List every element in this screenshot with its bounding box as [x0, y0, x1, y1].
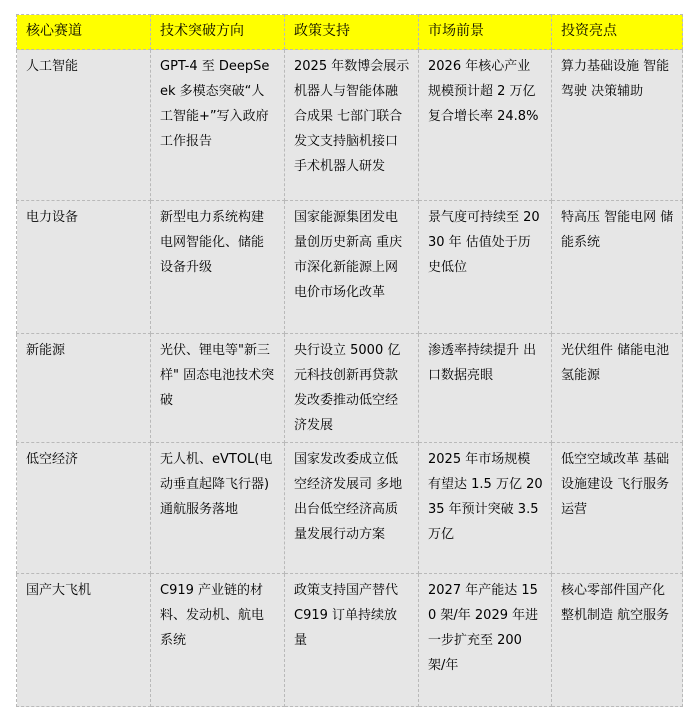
cell-tech: GPT-4 至 DeepSeek 多模态突破“人工智能+”写入政府工作报告: [151, 50, 285, 201]
header-policy: 政策支持: [285, 15, 419, 50]
sector-table: [16, 14, 683, 707]
cell-market: 渗透率持续提升 出口数据亮眼: [419, 334, 552, 443]
cell-highlight: 低空空域改革 基础设施建设 飞行服务运营: [552, 443, 683, 574]
cell-policy: 国家能源集团发电量创历史新高 重庆市深化新能源上网电价市场化改革: [285, 201, 419, 334]
cell-policy: 2025 年数博会展示机器人与智能体融合成果 七部门联合发文支持脑机接口手术机器人研发: [285, 50, 419, 201]
cell-policy: 国家发改委成立低空经济发展司 多地出台低空经济高质量发展行动方案: [285, 443, 419, 574]
table-row: [17, 50, 683, 201]
cell-tech: C919 产业链的材料、发动机、航电系统: [151, 574, 285, 707]
cell-highlight: 光伏组件 储能电池 氢能源: [552, 334, 683, 443]
header-market: 市场前景: [419, 15, 552, 50]
table-row: [17, 201, 683, 334]
cell-market: 景气度可持续至 2030 年 估值处于历史低位: [419, 201, 552, 334]
cell-tech: 新型电力系统构建 电网智能化、储能设备升级: [151, 201, 285, 334]
cell-tech: 无人机、eVTOL(电动垂直起降飞行器) 通航服务落地: [151, 443, 285, 574]
header-tech: 技术突破方向: [151, 15, 285, 50]
header-track: 核心赛道: [17, 15, 151, 50]
cell-track: 新能源: [17, 334, 151, 443]
table-row: [17, 574, 683, 707]
cell-policy: 政策支持国产替代 C919 订单持续放量: [285, 574, 419, 707]
cell-highlight: 算力基础设施 智能驾驶 决策辅助: [552, 50, 683, 201]
cell-highlight: 核心零部件国产化 整机制造 航空服务: [552, 574, 683, 707]
cell-market: 2025 年市场规模有望达 1.5 万亿 2035 年预计突破 3.5 万亿: [419, 443, 552, 574]
cell-track: 国产大飞机: [17, 574, 151, 707]
cell-market: 2026 年核心产业规模预计超 2 万亿 复合增长率 24.8%: [419, 50, 552, 201]
header-highlight: 投资亮点: [552, 15, 683, 50]
sector-table-container: [16, 14, 682, 707]
cell-tech: 光伏、锂电等"新三样" 固态电池技术突破: [151, 334, 285, 443]
cell-track: 低空经济: [17, 443, 151, 574]
table-header-row: [17, 15, 683, 50]
cell-track: 人工智能: [17, 50, 151, 201]
cell-track: 电力设备: [17, 201, 151, 334]
cell-highlight: 特高压 智能电网 储能系统: [552, 201, 683, 334]
cell-policy: 央行设立 5000 亿元科技创新再贷款 发改委推动低空经济发展: [285, 334, 419, 443]
cell-market: 2027 年产能达 150 架/年 2029 年进一步扩充至 200 架/年: [419, 574, 552, 707]
table-row: [17, 443, 683, 574]
table-row: [17, 334, 683, 443]
